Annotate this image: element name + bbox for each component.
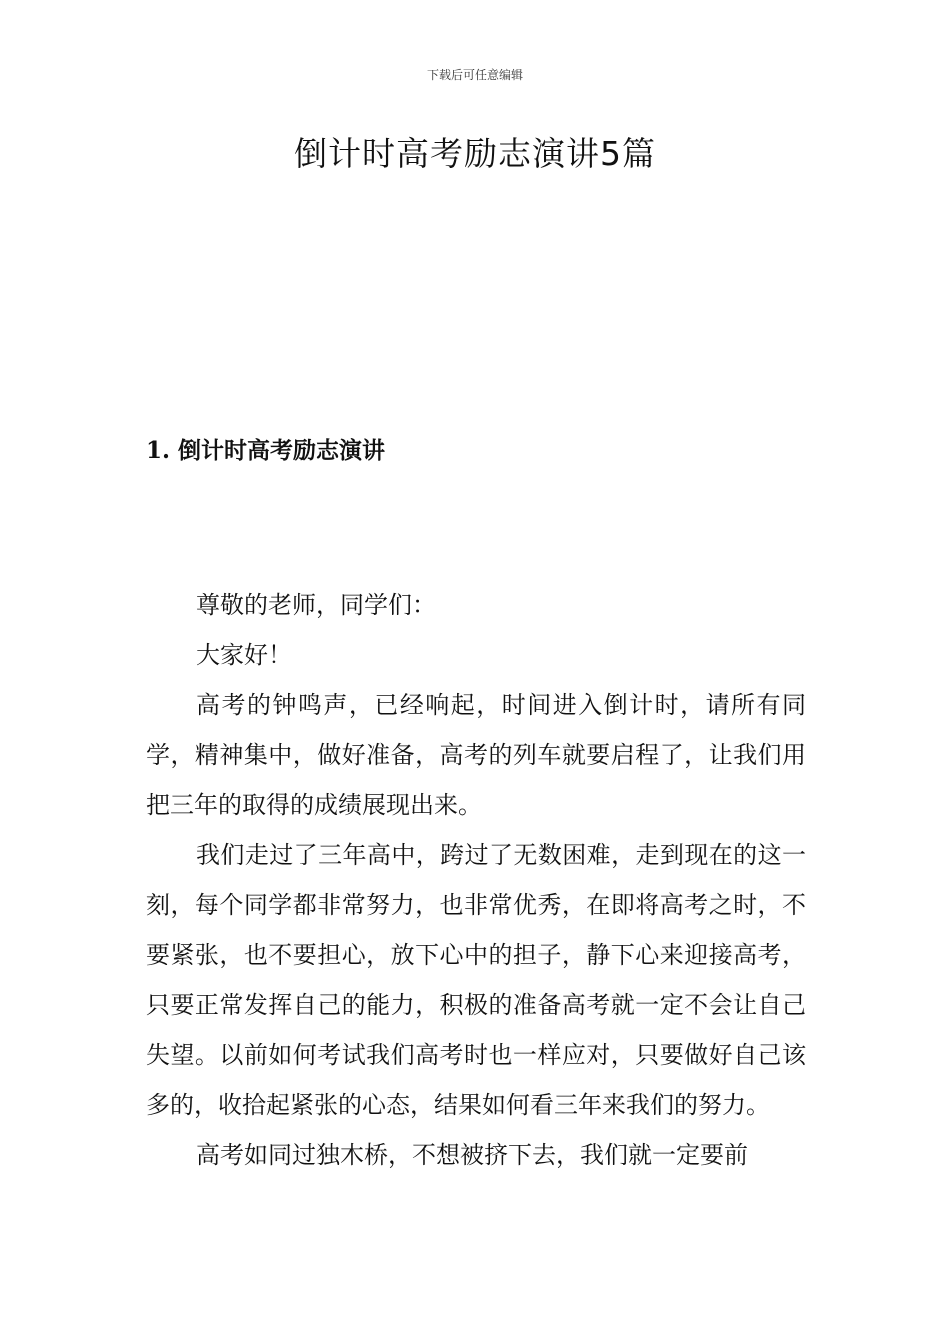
body-paragraph: 高考如同过独木桥，不想被挤下去，我们就一定要前	[196, 1141, 748, 1169]
document-title: 倒计时高考励志演讲5篇	[294, 134, 656, 173]
salutation-paragraph: 尊敬的老师，同学们：	[196, 591, 436, 619]
body-paragraph: 高考的钟鸣声，已经响起，时间进入倒计时，请所有同学，精神集中，做好准备，高考的列车就要启程了，让我们用把三年的取得的成绩展现出来。	[146, 691, 806, 819]
section-heading: 1. 倒计时高考励志演讲	[146, 437, 386, 464]
body-paragraph: 我们走过了三年高中，跨过了无数困难，走到现在的这一刻，每个同学都非常努力，也非常优秀，在即将高考之时，不要紧张，也不要担心，放下心中的担子，静下心来迎接高考，只要正常发挥自己的能力，积极的准备高考就一定不会让自己失望。以前如何考试我们高考时也一样应对，只要做好自己该多的，收拾起紧张的心态，结果如何看三年来我们的努力。	[146, 841, 806, 1119]
header-note: 下载后可任意编辑	[426, 68, 523, 82]
document-body	[146, 580, 806, 1180]
greeting-paragraph: 大家好！	[196, 641, 292, 669]
